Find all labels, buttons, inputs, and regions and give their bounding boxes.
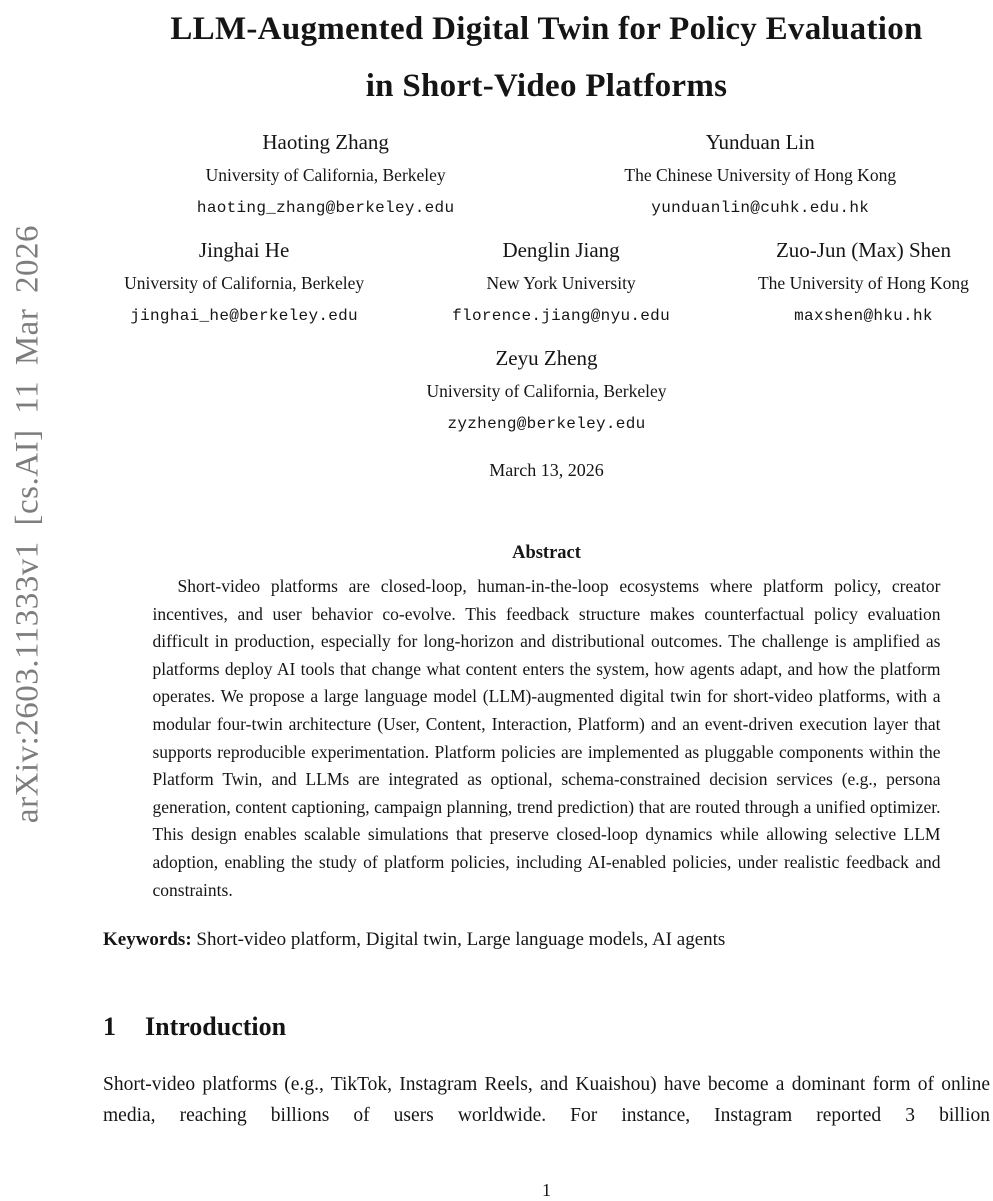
keywords-label: Keywords:	[103, 929, 192, 951]
author-name: Yunduan Lin	[705, 130, 815, 154]
author-zeyu-zheng	[426, 341, 666, 441]
author-yunduan-lin	[624, 125, 896, 225]
author-email: haoting_zhang@berkeley.edu	[196, 199, 455, 217]
paper-title	[103, 0, 990, 115]
author-affiliation: University of California, Berkeley	[426, 381, 667, 401]
arxiv-watermark: arXiv:2603.11333v1 [cs.AI] 11 Mar 2026	[9, 224, 46, 824]
paper-title-line1: LLM-Augmented Digital Twin for Policy Evaluation	[170, 11, 923, 47]
section-heading-introduction	[103, 1011, 990, 1042]
author-denglin-jiang	[452, 233, 670, 333]
section-number: 1	[103, 1012, 116, 1042]
author-affiliation: New York University	[486, 273, 636, 293]
authors-block	[103, 125, 990, 441]
author-row-3	[103, 341, 990, 441]
introduction-paragraph: Short-video platforms (e.g., TikTok, Instagram Reels, and Kuaishou) have become a dominant form of online media, reaching billions of users worldwide. For instance, Instagram reported 3 billion	[103, 1074, 990, 1127]
author-email: jinghai_he@berkeley.edu	[130, 307, 358, 325]
abstract-heading: Abstract	[512, 543, 581, 563]
abstract-text: Short-video platforms are closed-loop, human-in-the-loop ecosystems where platform policy, creator incentives, and user behavior co-evolve. This feedback structure makes counterfactual policy evaluation difficult in production, especially for long-horizon and distributional outcomes. The challenge is amplified as platforms deploy AI tools that change what content enters the system, how agents adapt, and how the platform operates. We propose a large language model (LLM)-augmented digital twin for short-video platforms, with a modular four-twin architecture (User, Content, Interaction, Platform) and an event-driven execution layer that supports reproducible experimentation. Platform policies are implemented as pluggable components within the Platform Twin, and LLMs are integrated as optional, schema-constrained decision services (e.g., persona generation, content captioning, campaign planning, trend prediction) that are routed through a unified optimizer. This design enables scalable simulations that preserve closed-loop dynamics while allowing selective LLM adoption, enabling the study of platform policies, including AI-enabled policies, under realistic feedback and constraints.	[152, 576, 941, 900]
author-name: Zuo-Jun (Max) Shen	[775, 238, 951, 262]
page-number: 1	[542, 1180, 551, 1200]
keywords-line	[103, 925, 990, 954]
author-email: yunduanlin@cuhk.edu.hk	[651, 199, 870, 217]
publication-date: March 13, 2026	[489, 460, 604, 480]
author-affiliation: University of California, Berkeley	[205, 165, 446, 185]
author-email: maxshen@hku.hk	[794, 307, 933, 325]
author-name: Jinghai He	[198, 238, 290, 262]
paper-content	[103, 0, 990, 1131]
author-zuo-jun-shen	[758, 233, 969, 333]
author-email: zyzheng@berkeley.edu	[447, 415, 646, 433]
author-haoting-zhang	[197, 125, 454, 225]
author-affiliation: The Chinese University of Hong Kong	[624, 165, 897, 185]
author-name: Denglin Jiang	[502, 238, 620, 262]
paper-title-line2: in Short-Video Platforms	[365, 68, 728, 104]
author-affiliation: University of California, Berkeley	[124, 273, 365, 293]
author-affiliation: The University of Hong Kong	[757, 273, 969, 293]
keywords-text: Short-video platform, Digital twin, Large language models, AI agents	[191, 929, 726, 951]
author-name: Haoting Zhang	[262, 130, 389, 154]
author-email: florence.jiang@nyu.edu	[452, 307, 670, 325]
author-name: Zeyu Zheng	[495, 346, 598, 370]
author-row-2	[103, 233, 990, 333]
author-jinghai-he	[124, 233, 364, 333]
section-title: Introduction	[145, 1012, 287, 1042]
author-row-1	[103, 125, 990, 225]
